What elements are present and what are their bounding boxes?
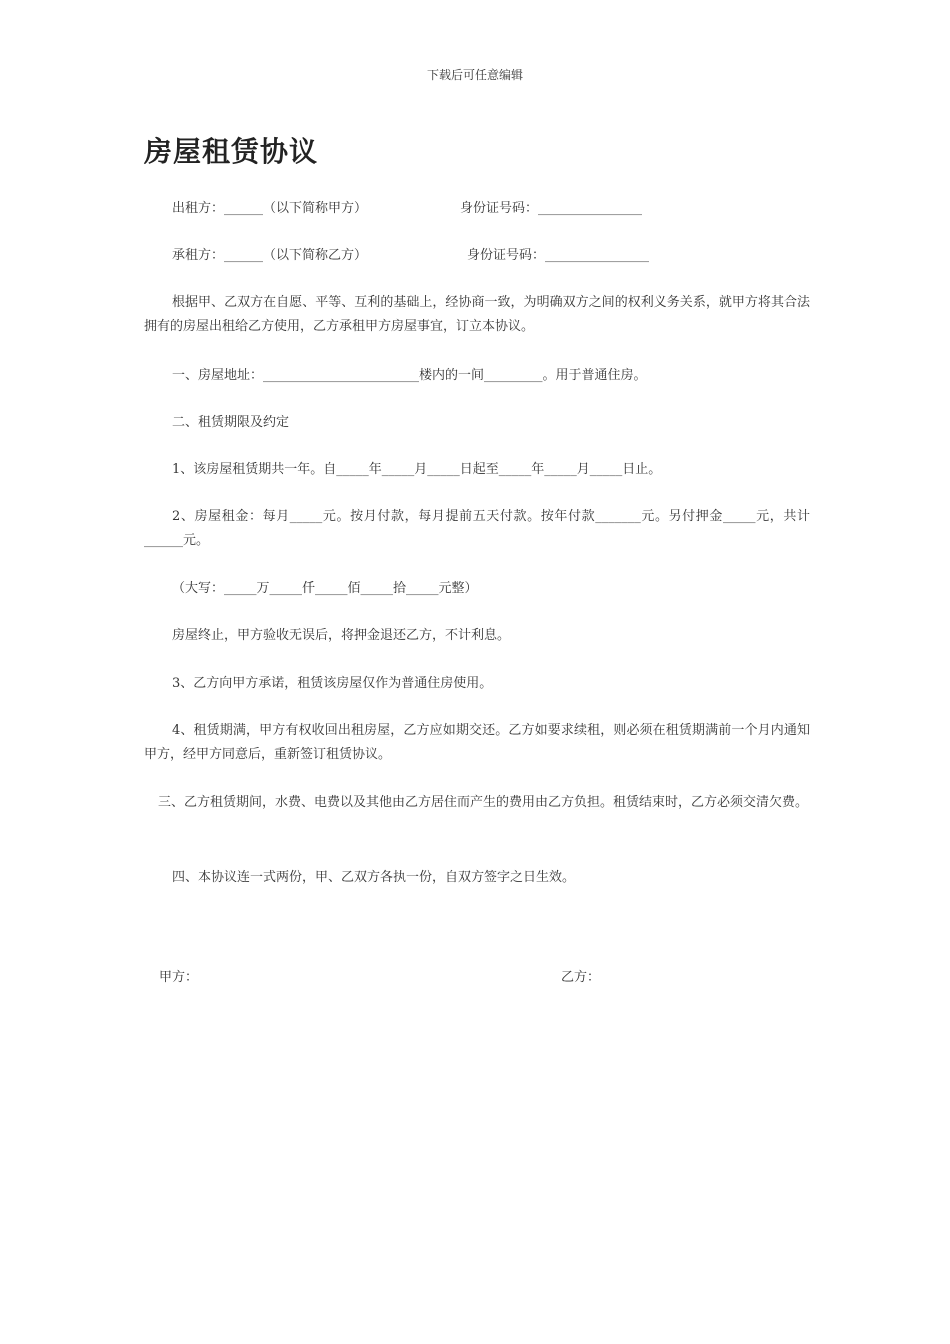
clause-term-heading: 二、租赁期限及约定: [172, 415, 290, 430]
lessor-line: 出租方：______（以下简称甲方）: [172, 201, 368, 216]
signature-party-a: 甲方：: [159, 970, 199, 985]
document-title: 房屋租赁协议: [144, 135, 319, 168]
lessee-line: 承租方：______（以下简称乙方）: [172, 248, 368, 263]
lessor-id-line: 身份证号码：________________: [460, 201, 643, 216]
lessee-id-line: 身份证号码：________________: [467, 248, 650, 263]
clause-address: 一、房屋地址：________________________楼内的一间_________。用于普通住房。: [172, 368, 647, 383]
clause-utilities: 三、乙方租赁期间，水费、电费以及其他由乙方居住而产生的费用由乙方负担。租赁结束时，乙方必须交清欠费。: [158, 795, 809, 810]
clause-renewal: 4、租赁期满，甲方有权收回出租房屋，乙方应如期交还。乙方如要求续租，则必须在租赁期满前一个月内通知甲方，经甲方同意后，重新签订租赁协议。: [144, 723, 810, 762]
clause-rent: 2、房屋租金：每月_____元。按月付款，每月提前五天付款。按年付款_______元。另付押金_____元，共计______元。: [144, 509, 810, 548]
clause-usage-promise: 3、乙方向甲方承诺，租赁该房屋仅作为普通住房使用。: [172, 676, 493, 691]
clause-term-period: 1、该房屋租赁期共一年。自_____年_____月_____日起至_____年_____月_____日止。: [172, 462, 662, 477]
clause-rent-capitals: （大写：_____万_____仟_____佰_____拾_____元整）: [172, 581, 478, 596]
signature-party-b: 乙方：: [561, 970, 601, 985]
clause-copies: 四、本协议连一式两份，甲、乙双方各执一份，自双方签字之日生效。: [172, 870, 576, 885]
preamble-paragraph: 根据甲、乙双方在自愿、平等、互利的基础上，经协商一致，为明确双方之间的权利义务关系，就甲方将其合法拥有的房屋出租给乙方使用，乙方承租甲方房屋事宜，订立本协议。: [144, 295, 810, 334]
clause-deposit-refund: 房屋终止，甲方验收无误后，将押金退还乙方，不计利息。: [172, 628, 511, 643]
header-note: 下载后可任意编辑: [426, 68, 523, 82]
